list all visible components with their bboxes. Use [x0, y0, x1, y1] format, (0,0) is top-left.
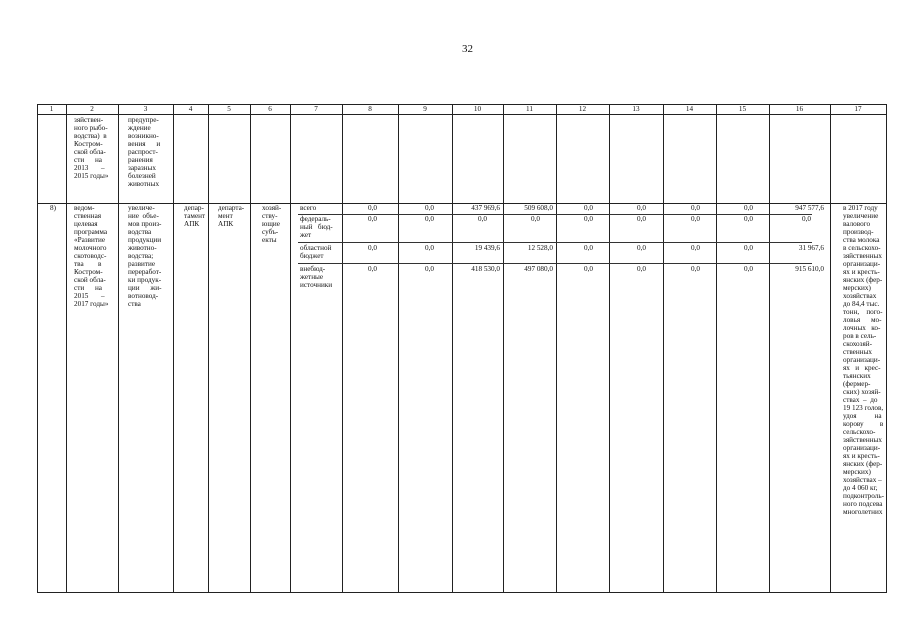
funding-value: 12 528,0	[527, 244, 553, 252]
funding-value: 0,0	[744, 215, 753, 223]
funding-value: 0,0	[691, 215, 700, 223]
result-line: хозяйствах –	[843, 476, 882, 484]
result-line: зяйственных	[843, 436, 882, 444]
funding-value: 947 577,6	[795, 204, 824, 212]
column-header: 16	[795, 105, 804, 113]
column-header: 7	[314, 105, 318, 113]
result-line: многолетних	[843, 508, 883, 516]
executor-line: АПК	[184, 220, 200, 228]
funding-source: жетные	[300, 273, 324, 281]
program-name-line: 2015 –	[74, 292, 105, 300]
funding-value: 0,0	[425, 215, 434, 223]
funding-value: 0,0	[425, 265, 434, 273]
result-line: ров в сель-	[843, 332, 877, 340]
continued-line: возникно-	[128, 132, 159, 140]
executor-line: депар-	[184, 204, 204, 212]
column-header: 13	[632, 105, 640, 113]
program-name-line: 2017 годы»	[74, 300, 109, 308]
result-line: ствах – до	[843, 396, 878, 404]
result-line: корову в	[843, 420, 884, 428]
program-name-line: ской обла-	[74, 276, 106, 284]
result-line: в сельскохо-	[843, 244, 881, 252]
funding-value: 509 608,0	[524, 204, 553, 212]
funding-value: 0,0	[584, 204, 593, 212]
funding-value: 0,0	[584, 215, 593, 223]
result-line: организаци-	[843, 260, 881, 268]
goal-line: переработ-	[128, 268, 162, 276]
funding-value: 437 969,6	[471, 204, 500, 212]
result-line: янских (фер-	[843, 460, 883, 468]
result-line: (фермер-	[843, 380, 871, 388]
column-header: 11	[526, 105, 533, 113]
goal-line: ции жи-	[128, 284, 162, 292]
result-line: 19 123 голов,	[843, 404, 884, 412]
continued-line: болезней	[128, 172, 156, 180]
continued-line: предупре-	[128, 116, 159, 124]
continued-line: 2013 –	[74, 164, 105, 172]
result-line: ного подсева	[843, 500, 883, 508]
column-header: 3	[143, 105, 148, 113]
column-header: 1	[49, 105, 54, 113]
funding-value: 0,0	[368, 204, 377, 212]
column-header: 12	[578, 105, 587, 113]
funding-value: 915 610,0	[795, 265, 824, 273]
result-line: лочных ко-	[843, 324, 881, 332]
funding-source: ный бюд-	[300, 223, 333, 231]
goal-line: водства;	[128, 252, 154, 260]
participant-line: хозяй-	[262, 204, 282, 212]
funding-value: 0,0	[584, 244, 593, 252]
goal-line: увеличе-	[128, 204, 155, 212]
result-line: мерских)	[843, 284, 871, 292]
program-name-line: скотоводс-	[74, 252, 107, 260]
result-line: ских) хозяй-	[843, 388, 881, 396]
column-header: 2	[90, 105, 94, 113]
result-line: тьянских	[843, 372, 871, 380]
continued-line: Костром-	[74, 140, 103, 148]
goal-line: вотновод-	[128, 292, 159, 300]
funding-value: 0,0	[744, 244, 753, 252]
executor-line: тамент	[184, 212, 206, 220]
executor-line: департа-	[218, 204, 245, 212]
continued-line: ного рыбо-	[74, 124, 108, 132]
funding-value: 0,0	[802, 215, 811, 223]
goal-line: животно-	[128, 244, 157, 252]
funding-value: 0,0	[584, 265, 593, 273]
result-line: тонн, пого-	[843, 308, 883, 316]
result-line: до 84,4 тыс.	[843, 300, 880, 308]
result-line: хозяйствах	[843, 292, 877, 300]
column-header: 10	[473, 105, 482, 113]
goal-line: продукции	[128, 236, 162, 244]
column-header: 8	[368, 105, 372, 113]
goal-line: мов произ-	[128, 220, 162, 228]
result-line: скохозяй-	[843, 340, 873, 348]
funding-value: 0,0	[637, 204, 646, 212]
funding-value: 0,0	[691, 204, 700, 212]
result-line: до 4 060 кг,	[843, 484, 878, 492]
column-header: 15	[738, 105, 747, 113]
funding-value: 0,0	[425, 244, 434, 252]
program-name-line: молочного	[74, 244, 107, 252]
result-line: ловья мо-	[843, 316, 882, 324]
funding-value: 31 967,6	[798, 244, 824, 252]
result-line: в 2017 году	[843, 204, 878, 212]
goal-line: водства	[128, 228, 152, 236]
result-line: зяйственных	[843, 252, 882, 260]
column-header: 5	[227, 105, 231, 113]
funding-value: 497 080,0	[524, 265, 553, 273]
continued-line: ранения	[128, 156, 153, 164]
result-line: увеличение	[843, 212, 879, 220]
program-name-line: целевая	[74, 220, 98, 228]
result-line: ства молока	[843, 236, 880, 244]
funding-source: федераль-	[300, 215, 331, 223]
continued-line: зяйствен-	[74, 116, 104, 124]
goal-line: ства	[128, 300, 141, 308]
result-line: мерских)	[843, 468, 871, 476]
funding-value: 418 530,0	[471, 265, 500, 273]
continued-line: вения и	[128, 140, 161, 148]
continued-line: распрост-	[128, 148, 158, 156]
page-number: 32	[462, 43, 473, 55]
funding-value: 0,0	[531, 215, 540, 223]
continued-line: животных	[128, 180, 160, 188]
funding-value: 0,0	[478, 215, 487, 223]
funding-source: источники	[300, 281, 333, 289]
program-name-line: программа	[74, 228, 108, 236]
funding-value: 0,0	[368, 265, 377, 273]
result-line: ях и кресть-	[843, 268, 880, 276]
program-name-line: ственная	[74, 212, 102, 220]
funding-value: 0,0	[425, 204, 434, 212]
funding-source: внебюд-	[300, 265, 326, 273]
program-name-line: «Развитие	[74, 236, 106, 244]
column-header: 9	[423, 105, 427, 113]
funding-source: бюджет	[300, 252, 324, 260]
funding-value: 0,0	[691, 265, 700, 273]
result-line: удоя на	[843, 412, 882, 420]
column-header: 17	[854, 105, 862, 113]
funding-value: 0,0	[744, 265, 753, 273]
funding-value: 0,0	[744, 204, 753, 212]
participant-line: екты	[262, 236, 277, 244]
result-line: организаци-	[843, 356, 881, 364]
funding-value: 0,0	[368, 215, 377, 223]
table-row	[38, 204, 887, 593]
column-header: 14	[685, 105, 694, 113]
result-line: янских (фер-	[843, 276, 883, 284]
funding-value: 0,0	[637, 265, 646, 273]
participant-line: ющие	[262, 220, 280, 228]
goal-line: развитие	[128, 260, 156, 268]
result-line: ях и кресть-	[843, 452, 880, 460]
program-name-line: ведом-	[74, 204, 95, 212]
continued-line: 2015 годы»	[74, 172, 109, 180]
column-header: 4	[188, 105, 193, 113]
continued-line: заразных	[128, 164, 156, 172]
funding-value: 19 439,6	[474, 244, 500, 252]
funding-source: жет	[300, 231, 312, 239]
executor-line: мент	[218, 212, 233, 220]
continued-line: ждение	[128, 124, 151, 132]
funding-value: 0,0	[368, 244, 377, 252]
continued-line: водства) в	[74, 132, 107, 140]
executor-line: АПК	[218, 220, 234, 228]
continued-row	[38, 115, 887, 204]
program-table	[37, 104, 887, 593]
result-line: валового	[843, 220, 871, 228]
column-header: 6	[268, 105, 272, 113]
participant-line: ству-	[262, 212, 278, 220]
funding-divider	[298, 242, 812, 243]
program-name-line: тва в	[74, 260, 102, 268]
funding-value: 0,0	[637, 244, 646, 252]
funding-source: областной	[300, 244, 332, 252]
goal-line: ки продук-	[128, 276, 162, 284]
program-name-line: сти на	[74, 284, 102, 292]
funding-source: всего	[300, 204, 317, 212]
result-line: ственных	[843, 348, 872, 356]
continued-line: ской обла-	[74, 148, 106, 156]
result-line: подконтроль-	[843, 492, 885, 500]
funding-divider	[298, 263, 812, 264]
result-line: ях и крес-	[843, 364, 881, 372]
row-number: 8)	[50, 204, 56, 212]
result-line: сельскохо-	[843, 428, 876, 436]
goal-line: ние объе-	[128, 212, 159, 220]
funding-value: 0,0	[637, 215, 646, 223]
funding-value: 0,0	[691, 244, 700, 252]
program-name-line: Костром-	[74, 268, 103, 276]
result-line: организаци-	[843, 444, 881, 452]
participant-line: субъ-	[262, 228, 279, 236]
continued-line: сти на	[74, 156, 102, 164]
result-line: производ-	[843, 228, 874, 236]
